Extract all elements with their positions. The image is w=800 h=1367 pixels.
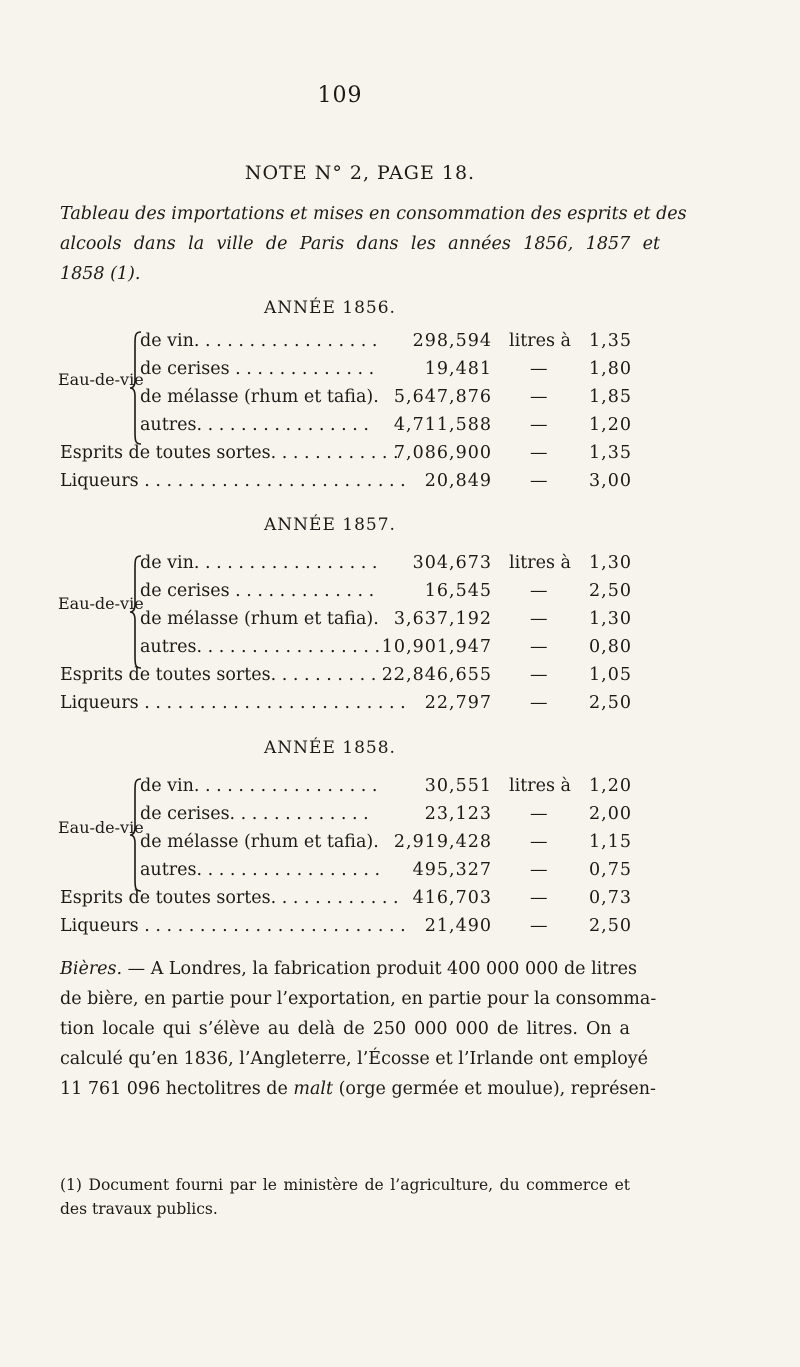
row-quantity: 23,123	[424, 804, 492, 824]
row-quantity: 21,490	[424, 916, 492, 936]
table-row	[60, 581, 632, 609]
bieres-line1: — A Londres, la fabrication produit 400 000 000 de litres	[122, 959, 637, 979]
row-label: de vin. . . . . . . . . . . . . . . . .	[140, 331, 378, 351]
row-unit: —	[530, 888, 548, 908]
row-price: 1,15	[589, 832, 632, 852]
row-price: 1,30	[589, 609, 632, 629]
row-price: 1,30	[589, 553, 632, 573]
row-quantity: 5,647,876	[393, 387, 492, 407]
row-unit: —	[530, 693, 548, 713]
row-quantity: 298,594	[412, 331, 492, 351]
row-unit: —	[530, 471, 548, 491]
row-price: 1,05	[589, 665, 632, 685]
paragraph-line: de bière, en partie pour l’exportation, en partie pour la consomma-	[60, 989, 657, 1009]
row-quantity: 19,481	[424, 359, 492, 379]
row-label: Esprits de toutes sortes. . . . . . . . . . . .	[60, 888, 399, 908]
table-row	[60, 665, 632, 693]
row-unit: litres à	[509, 776, 571, 796]
row-price: 2,50	[589, 916, 632, 936]
row-label: Liqueurs . . . . . . . . . . . . . . . . . . . . . . . .	[60, 916, 406, 936]
row-label: de mélasse (rhum et tafia).	[140, 832, 379, 852]
table-row	[60, 415, 632, 443]
malt-term: malt	[293, 1079, 334, 1099]
row-price: 1,80	[589, 359, 632, 379]
row-unit: —	[530, 581, 548, 601]
table-row	[60, 637, 632, 665]
row-quantity: 20,849	[424, 471, 492, 491]
row-unit: —	[530, 387, 548, 407]
table-row	[60, 860, 632, 888]
row-label: Esprits de toutes sortes. . . . . . . . . . . .	[60, 665, 399, 685]
bieres-line5-a: 11 761 096 hectolitres de	[60, 1079, 294, 1099]
row-unit: —	[530, 832, 548, 852]
row-price: 0,73	[589, 888, 632, 908]
row-price: 0,80	[589, 637, 632, 657]
table-row	[60, 443, 632, 471]
row-price: 1,85	[589, 387, 632, 407]
bieres-lead: Bières.	[60, 959, 123, 979]
year-heading-1858: ANNÉE 1858.	[264, 738, 396, 758]
row-price: 1,35	[589, 443, 632, 463]
table-row	[60, 804, 632, 832]
row-unit: —	[530, 443, 548, 463]
row-label: de cerises . . . . . . . . . . . . .	[140, 359, 375, 379]
row-unit: —	[530, 916, 548, 936]
bieres-line5-b: (orge germée et moulue), représen-	[333, 1079, 656, 1099]
table-row	[60, 693, 632, 721]
row-quantity: 416,703	[412, 888, 492, 908]
paragraph-line: calculé qu’en 1836, l’Angleterre, l’Écosse et l’Irlande ont employé	[60, 1049, 649, 1069]
caption-line: alcools dans la ville de Paris dans les années 1856, 1857 et	[60, 234, 660, 254]
row-price: 2,00	[589, 804, 632, 824]
footnote-line: (1) Document fourni par le ministère de l’agriculture, du commerce et	[60, 1176, 630, 1194]
row-unit: litres à	[509, 331, 571, 351]
note-heading: NOTE N° 2, PAGE 18.	[244, 162, 476, 184]
row-unit: —	[530, 665, 548, 685]
row-price: 2,50	[589, 693, 632, 713]
row-unit: litres à	[509, 553, 571, 573]
row-quantity: 10,901,947	[381, 637, 492, 657]
row-label: autres. . . . . . . . . . . . . . . .	[140, 415, 369, 435]
row-label: Esprits de toutes sortes. . . . . . . . . . . .	[60, 443, 399, 463]
row-quantity: 2,919,428	[393, 832, 492, 852]
row-unit: —	[530, 860, 548, 880]
group-label: Eau-de-vie	[58, 370, 144, 389]
bieres-paragraph	[60, 954, 657, 1104]
row-quantity: 22,797	[424, 693, 492, 713]
row-quantity: 16,545	[424, 581, 492, 601]
year-heading-1857: ANNÉE 1857.	[264, 515, 396, 535]
row-unit: —	[530, 415, 548, 435]
row-label: autres. . . . . . . . . . . . . . . . .	[140, 860, 381, 880]
paragraph-line: tion locale qui s’élève au delà de 250 000 000 de litres. On a	[60, 1019, 630, 1039]
group-label: Eau-de-vie	[58, 818, 144, 837]
row-price: 0,75	[589, 860, 632, 880]
table-row	[60, 331, 632, 359]
row-label: de vin. . . . . . . . . . . . . . . . .	[140, 553, 378, 573]
row-label: de mélasse (rhum et tafia).	[140, 387, 379, 407]
table-row	[60, 916, 632, 944]
row-label: Liqueurs . . . . . . . . . . . . . . . . . . . . . . . .	[60, 693, 406, 713]
table-row	[60, 359, 632, 387]
row-price: 1,20	[589, 776, 632, 796]
table-row	[60, 553, 632, 581]
table-row	[60, 609, 632, 637]
caption-line: Tableau des importations et mises en consommation des esprits et des	[60, 204, 687, 224]
caption-line: 1858 (1).	[60, 264, 141, 284]
row-label: de mélasse (rhum et tafia).	[140, 609, 379, 629]
row-label: de cerises. . . . . . . . . . . . .	[140, 804, 369, 824]
row-unit: —	[530, 609, 548, 629]
row-quantity: 30,551	[424, 776, 492, 796]
table-caption	[60, 199, 687, 289]
row-label: de vin. . . . . . . . . . . . . . . . .	[140, 776, 378, 796]
row-label: Liqueurs . . . . . . . . . . . . . . . . . . . . . . . .	[60, 471, 406, 491]
row-quantity: 4,711,588	[393, 415, 492, 435]
row-price: 2,50	[589, 581, 632, 601]
row-quantity: 22,846,655	[381, 665, 492, 685]
year-heading-1856: ANNÉE 1856.	[264, 298, 396, 318]
paragraph-line	[60, 954, 637, 984]
table-row	[60, 387, 632, 415]
row-price: 1,35	[589, 331, 632, 351]
row-unit: —	[530, 637, 548, 657]
page-number: 109	[317, 83, 363, 108]
group-label: Eau-de-vie	[58, 594, 144, 613]
row-quantity: 3,637,192	[393, 609, 492, 629]
table-row	[60, 776, 632, 804]
table-row	[60, 832, 632, 860]
row-price: 3,00	[589, 471, 632, 491]
table-row	[60, 888, 632, 916]
row-price: 1,20	[589, 415, 632, 435]
row-quantity: 304,673	[412, 553, 492, 573]
row-label: autres. . . . . . . . . . . . . . . . .	[140, 637, 381, 657]
footnote	[60, 1173, 630, 1221]
row-quantity: 7,086,900	[393, 443, 492, 463]
paragraph-line	[60, 1074, 656, 1104]
table-row	[60, 471, 632, 499]
row-unit: —	[530, 804, 548, 824]
row-label: de cerises . . . . . . . . . . . . .	[140, 581, 375, 601]
row-unit: —	[530, 359, 548, 379]
row-quantity: 495,327	[412, 860, 492, 880]
footnote-line: des travaux publics.	[60, 1200, 218, 1218]
